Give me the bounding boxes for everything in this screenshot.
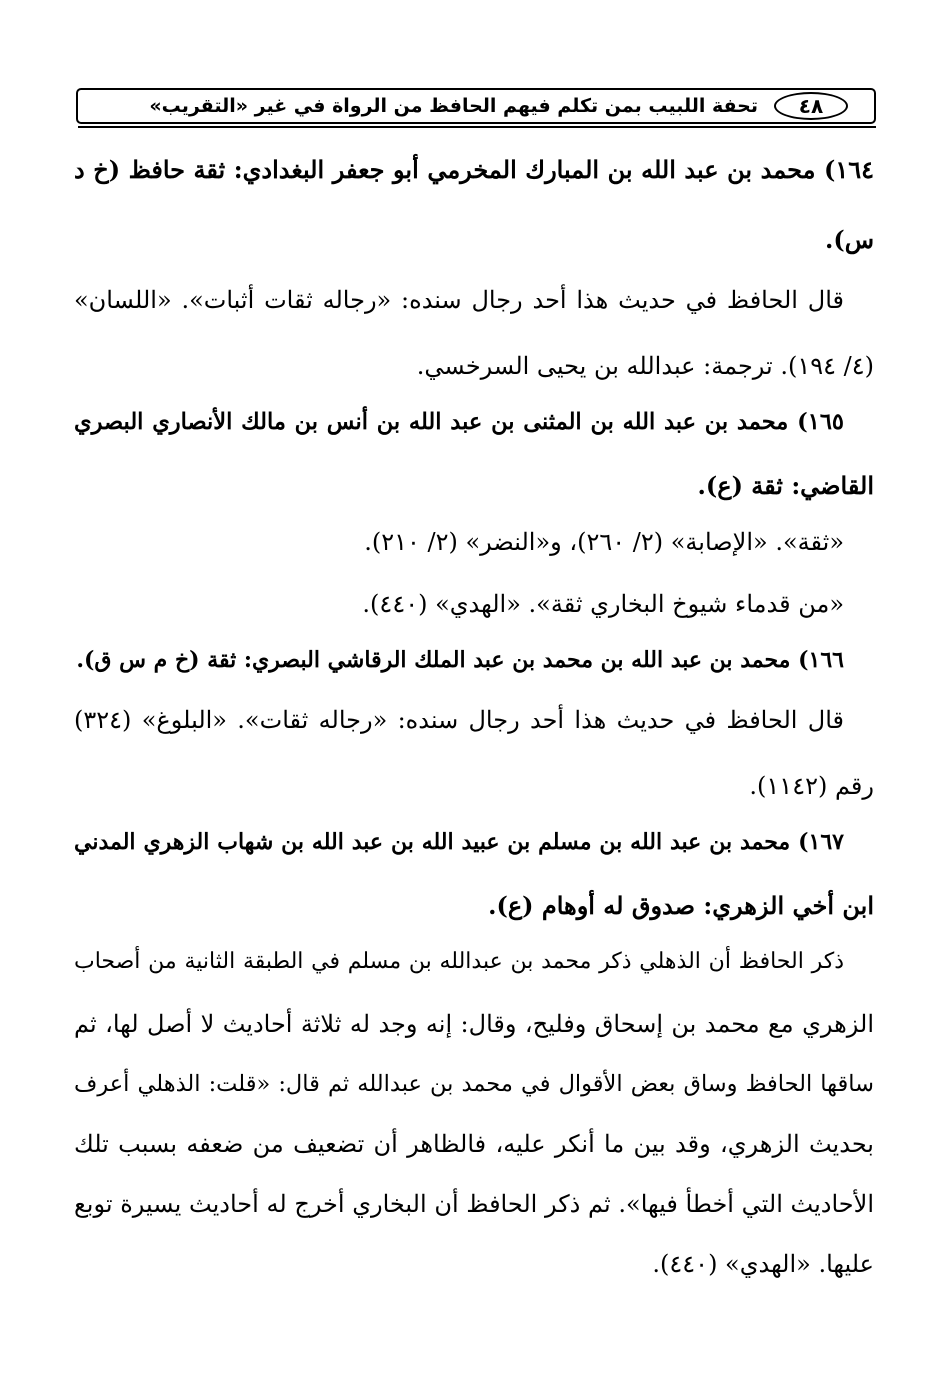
page-number: ٤٨ xyxy=(774,92,848,120)
entry-166-line-1: ١٦٦) محمد بن عبد الله بن محمد بن عبد الملك الرقاشي البصري: ثقة (خ م س ق). xyxy=(76,647,844,673)
entry-164-line-1: ١٦٤) محمد بن عبد الله بن المبارك المخرمي أبو جعفر البغدادي: ثقة حافظ (خ د xyxy=(74,155,874,184)
entry-165-note-1: «ثقة». «الإصابة» (٢/ ٢٦٠)، و«النضر» (٢/ ٢١٠). xyxy=(364,528,844,556)
entry-164-line-2: س). xyxy=(824,225,874,254)
entry-165-line-1: ١٦٥) محمد بن عبد الله بن المثنى بن عبد الله بن أنس بن مالك الأنصاري البصري xyxy=(74,409,844,435)
header-rule xyxy=(78,126,876,128)
entry-167-note-line-5: الأحاديث التي أخطأ فيها». ثم ذكر الحافظ أن البخاري أخرج له أحاديث يسيرة توبع xyxy=(74,1190,874,1218)
entry-167-note-line-2: الزهري مع محمد بن إسحاق وفليح، وقال: إنه وجد له ثلاثة أحاديث لا أصل لها، ثم xyxy=(74,1010,874,1038)
entry-167-note-line-3: ساقها الحافظ وساق بعض الأقوال في محمد بن عبدالله ثم قال: «قلت: الذهلي أعرف xyxy=(74,1071,874,1097)
entry-167-note-line-6: عليها. «الهدي» (٤٤٠). xyxy=(652,1250,874,1278)
entry-165-note-2: «من قدماء شيوخ البخاري ثقة». «الهدي» (٤٤٠). xyxy=(362,590,844,618)
entry-165-line-2: القاضي: ثقة (ع). xyxy=(697,471,874,500)
entry-166-note-line-2: رقم (١١٤٢). xyxy=(749,772,874,800)
entry-167-note-line-4: بحديث الزهري، وقد بين ما أنكر عليه، فالظاهر أن تضعيف من ضعفه بسبب تلك xyxy=(74,1130,874,1158)
entry-167-note-line-1: ذكر الحافظ أن الذهلي ذكر محمد بن عبدالله بن مسلم في الطبقة الثانية من أصحاب xyxy=(74,949,844,974)
entry-164-note-line-2: (٤/ ١٩٤). ترجمة: عبدالله بن يحيى السرخسي. xyxy=(416,352,874,380)
entry-164-note-line-1: قال الحافظ في حديث هذا أحد رجال سنده: «رجاله ثقات أثبات». «اللسان» xyxy=(74,286,844,314)
running-header xyxy=(76,88,876,124)
entry-167-line-2: ابن أخي الزهري: صدوق له أوهام (ع). xyxy=(488,891,874,920)
page-body xyxy=(74,146,874,1296)
running-title: تحفة اللبيب بمن تكلم فيهم الحافظ من الرواة في غير «التقريب» xyxy=(149,95,758,117)
entry-166-note-line-1: قال الحافظ في حديث هذا أحد رجال سنده: «رجاله ثقات». «البلوغ» (٣٢٤) xyxy=(74,706,844,734)
entry-167-line-1: ١٦٧) محمد بن عبد الله بن مسلم بن عبيد الله بن عبد الله بن شهاب الزهري المدني xyxy=(74,829,844,855)
